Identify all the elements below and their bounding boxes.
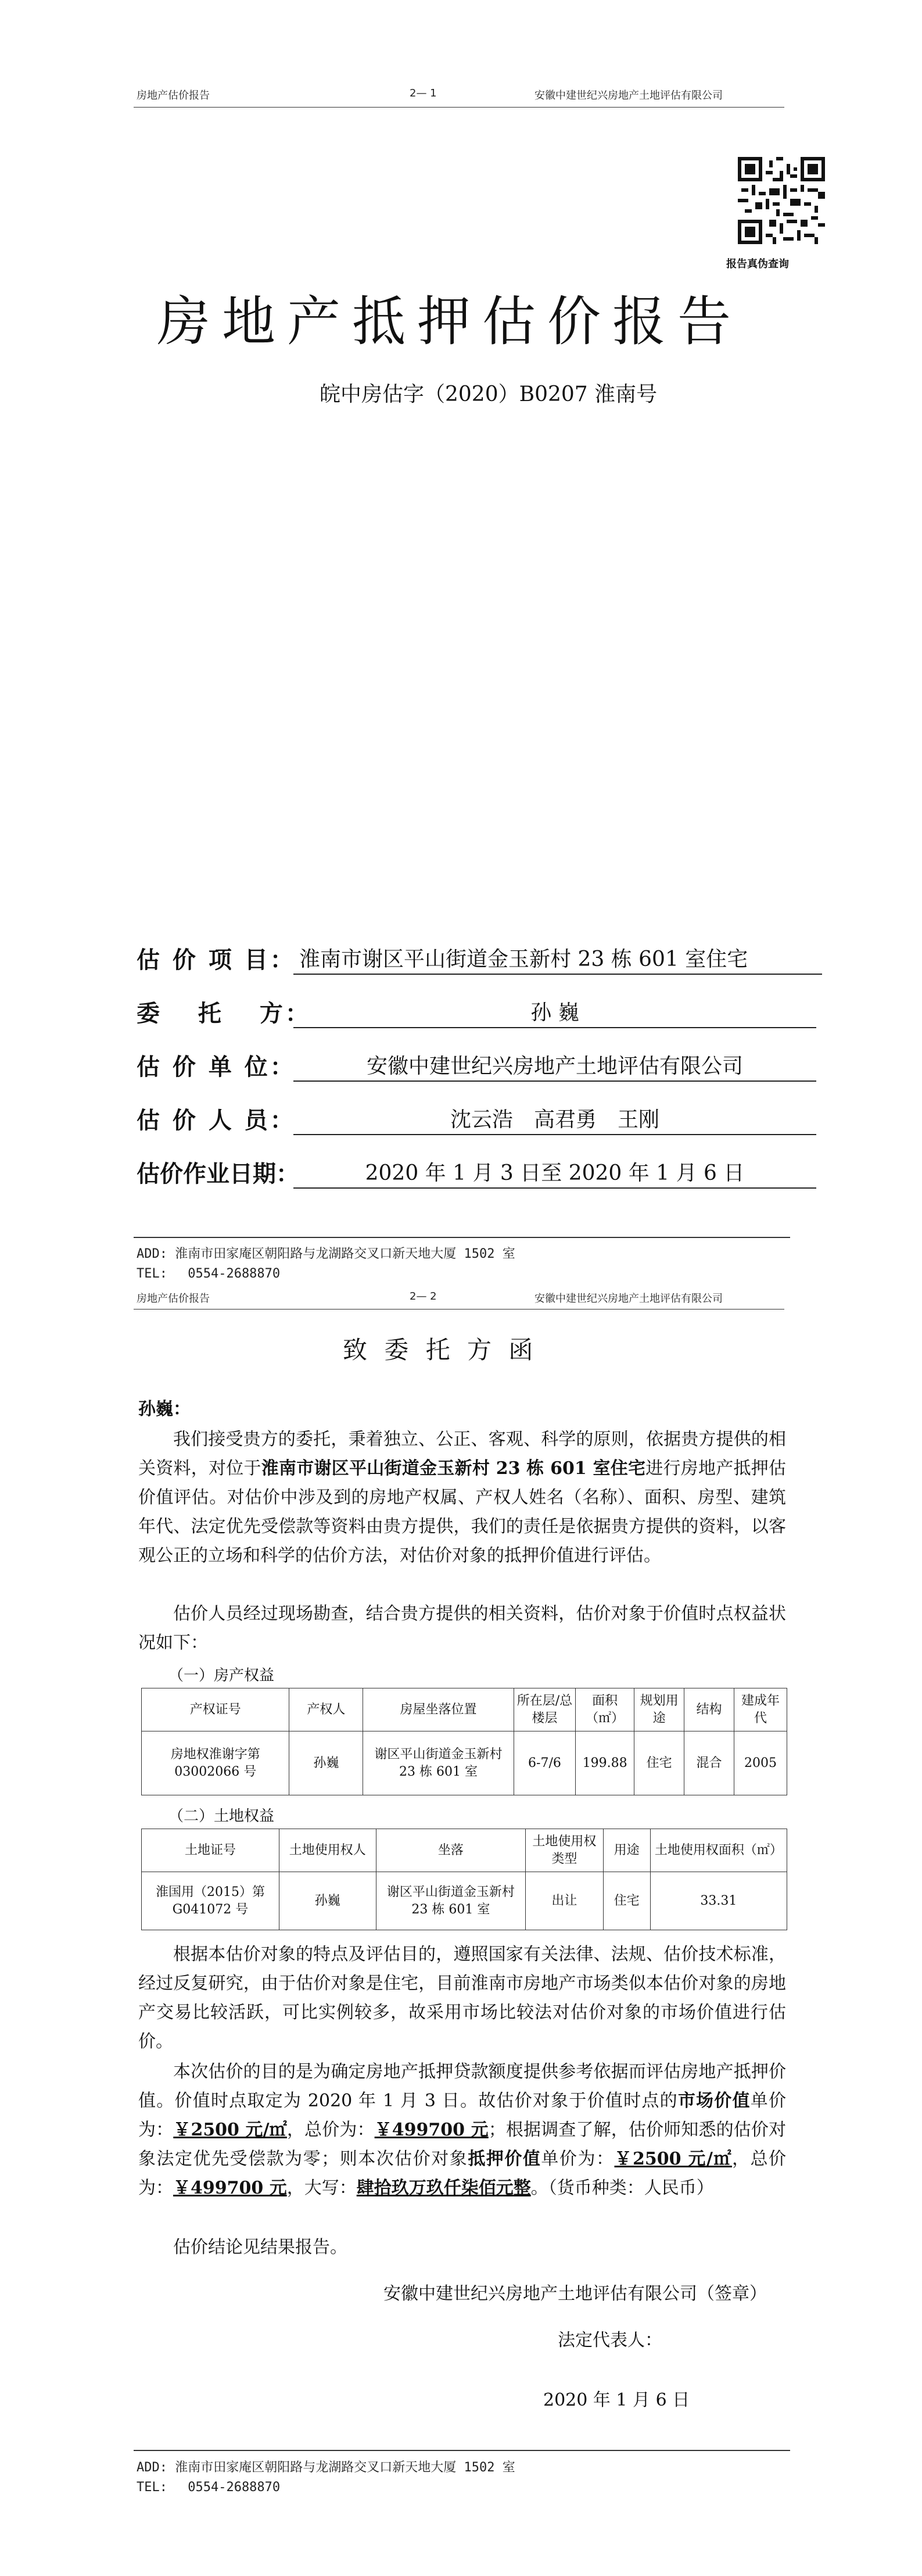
table-cell: 住宅: [603, 1872, 650, 1930]
paragraph-1-text-a: 我们接受贵方的委托，秉着独立、公正、客观、科学的原则，依据贵方提供的相关资料，对位于: [138, 1429, 786, 1479]
paragraph-1: [138, 1425, 786, 1570]
table-row: [142, 1872, 787, 1930]
paragraph-5: 估价结论见结果报告。: [173, 2237, 347, 2257]
signature-company: 安徽中建世纪兴房地产土地评估有限公司（签章）: [383, 2284, 767, 2304]
mortgage-unit-price: ￥2500 元/㎡: [614, 2149, 732, 2169]
salutation: 孙巍：: [138, 1399, 191, 1419]
table-header: 房屋坐落位置: [363, 1688, 514, 1731]
table-header: 土地证号: [142, 1829, 279, 1872]
paragraph-2: 估价人员经过现场勘查，结合贵方提供的相关资料，估价对象于价值时点权益状况如下：: [138, 1604, 786, 1653]
table-header: 用途: [603, 1829, 650, 1872]
table-cell: 33.31: [650, 1872, 787, 1930]
header-rule: [134, 1309, 784, 1310]
table-header: 产权人: [289, 1688, 363, 1731]
table-cell: 孙巍: [279, 1872, 376, 1930]
header-page-number: 2— 2: [410, 1290, 437, 1303]
info-date-label: 估价作业日期：: [137, 1160, 299, 1187]
section-house-rights: （一）房产权益: [168, 1667, 275, 1684]
table-header: 坐落: [376, 1829, 526, 1872]
footer-tel: TEL: 0554-2688870: [137, 1266, 281, 1281]
para4-text: 。（货币种类：人民币）: [530, 2178, 714, 2198]
table-cell: 淮国用（2015）第 G041072 号: [142, 1872, 279, 1930]
table-cell: 混合: [684, 1731, 734, 1795]
signature-date: 2020 年 1 月 6 日: [543, 2390, 690, 2410]
info-client-value: 孙 巍: [293, 996, 816, 1028]
table-header: 土地使用权类型: [526, 1829, 603, 1872]
footer-rule: [134, 1237, 790, 1238]
paragraph-1-text-c: 进行房地产抵押估价值评估。对估价中涉及到的房地产权属、产权人姓名（名称）、面积、房型、建筑年代、法定优先受偿款等资料由贵方提供，我们的责任是依据贵方提供的资料，以客观公正的立场和科学的估价方法，对估价对象的抵押价值进行评估。: [138, 1458, 787, 1566]
header-page-number: 2— 1: [410, 87, 437, 99]
info-appraisers-value: 沈云浩 高君勇 王刚: [293, 1103, 816, 1135]
header-right: 安徽中建世纪兴房地产土地评估有限公司: [534, 1293, 723, 1305]
market-value-label: 市场价值: [677, 2091, 751, 2111]
para4-text: 本次估价的目的是为确定房地产抵押贷款额度提供参考依据而评估房地产抵押价值。价值时点取定为 2020 年 1 月 3 日。故估价对象于价值时点的: [138, 2062, 786, 2111]
table-cell: 6-7/6: [514, 1731, 575, 1795]
footer-address: ADD: 淮南市田家庵区朝阳路与龙湖路交叉口新天地大厦 1502 室: [137, 1247, 515, 1261]
paragraph-3: 根据本估价对象的特点及评估目的，遵照国家有关法律、法规、估价技术标准，经过反复研究，由于估价对象是住宅，目前淮南市房地产市场类似本估价对象的房地产交易比较活跃，可比实例较多，故采用市场比较法对估价对象的市场价值进行估价。: [138, 1944, 786, 2052]
table-cell: 出让: [526, 1872, 603, 1930]
table-cell: 孙巍: [289, 1731, 363, 1795]
footer-address: ADD: 淮南市田家庵区朝阳路与龙湖路交叉口新天地大厦 1502 室: [137, 2460, 515, 2475]
info-org-value: 安徽中建世纪兴房地产土地评估有限公司: [293, 1050, 816, 1082]
table-cell: 谢区平山街道金玉新村 23 栋 601 室: [363, 1731, 514, 1795]
table-cell: 住宅: [634, 1731, 684, 1795]
table-header: 土地使用权人: [279, 1829, 376, 1872]
market-total-price: ￥499700 元: [374, 2120, 489, 2140]
qr-caption: 报告真伪查询: [726, 258, 789, 270]
table-cell: 房地权淮谢字第 03002066 号: [142, 1731, 289, 1795]
header-rule: [134, 107, 784, 108]
info-project-row: [137, 942, 822, 975]
report-title: 房地产抵押估价报告: [157, 291, 743, 353]
section-land-rights: （二）土地权益: [168, 1808, 275, 1825]
table-row: [142, 1731, 787, 1795]
para4-text: 单价为：: [541, 2149, 615, 2169]
table-header: 所在层/总楼层: [514, 1688, 575, 1731]
info-date-value: 2020 年 1 月 3 日至 2020 年 1 月 6 日: [293, 1157, 816, 1189]
info-org-label: 估 价 单 位：: [137, 1053, 296, 1081]
para4-text: 单价为：: [138, 2091, 787, 2140]
amount-in-words: 肆拾玖万玖仟柒佰元整: [356, 2178, 531, 2198]
signature-legal-rep: 法定代表人：: [558, 2330, 662, 2350]
table-header: 产权证号: [142, 1688, 289, 1731]
table-header: 建成年代: [734, 1688, 787, 1731]
paragraph-4: [138, 2058, 786, 2203]
land-rights-table: [141, 1829, 787, 1930]
table-cell: 199.88: [576, 1731, 634, 1795]
info-client-label: 委 托 方：: [137, 1000, 311, 1027]
para4-text: ，大写：: [286, 2178, 357, 2198]
info-appraisers-row: [137, 1102, 816, 1135]
table-header: 规划用途: [634, 1688, 684, 1731]
qr-code-icon[interactable]: [738, 157, 825, 244]
mortgage-value-label: 抵押价值: [468, 2149, 541, 2169]
letter-title: 致 委 托 方 函: [343, 1336, 538, 1364]
report-number: 皖中房估字（2020）B0207 淮南号: [320, 382, 658, 406]
table-header: 结构: [684, 1688, 734, 1731]
info-project-label: 估 价 项 目：: [137, 946, 296, 974]
info-project-value: 淮南市谢区平山街道金玉新村 23 栋 601 室住宅: [293, 943, 822, 975]
para4-text: ，总价为：: [286, 2120, 375, 2140]
para4-text: ，总价为：: [138, 2149, 787, 2198]
market-unit-price: ￥2500 元/㎡: [173, 2120, 287, 2140]
info-appraisers-label: 估 价 人 员：: [137, 1107, 296, 1134]
info-client-row: [137, 995, 816, 1028]
table-cell: 谢区平山街道金玉新村 23 栋 601 室: [376, 1872, 526, 1930]
table-header: 面积（㎡）: [576, 1688, 634, 1731]
header-right: 安徽中建世纪兴房地产土地评估有限公司: [534, 90, 723, 102]
header-left: 房地产估价报告: [137, 90, 210, 102]
info-date-row: [137, 1155, 816, 1189]
footer-rule: [134, 2450, 790, 2451]
footer-tel: TEL: 0554-2688870: [137, 2480, 281, 2495]
para4-text: ；根据调查了解，估价师知悉的估价对象法定优先受偿款为零；则本次估价对象: [138, 2120, 787, 2169]
mortgage-total-price: ￥499700 元: [173, 2178, 287, 2198]
header-left: 房地产估价报告: [137, 1293, 210, 1305]
table-cell: 2005: [734, 1731, 787, 1795]
house-rights-table: [141, 1688, 787, 1795]
property-address: 淮南市谢区平山街道金玉新村 23 栋 601 室住宅: [261, 1458, 646, 1479]
table-header: 土地使用权面积（㎡）: [650, 1829, 787, 1872]
info-org-row: [137, 1049, 816, 1082]
